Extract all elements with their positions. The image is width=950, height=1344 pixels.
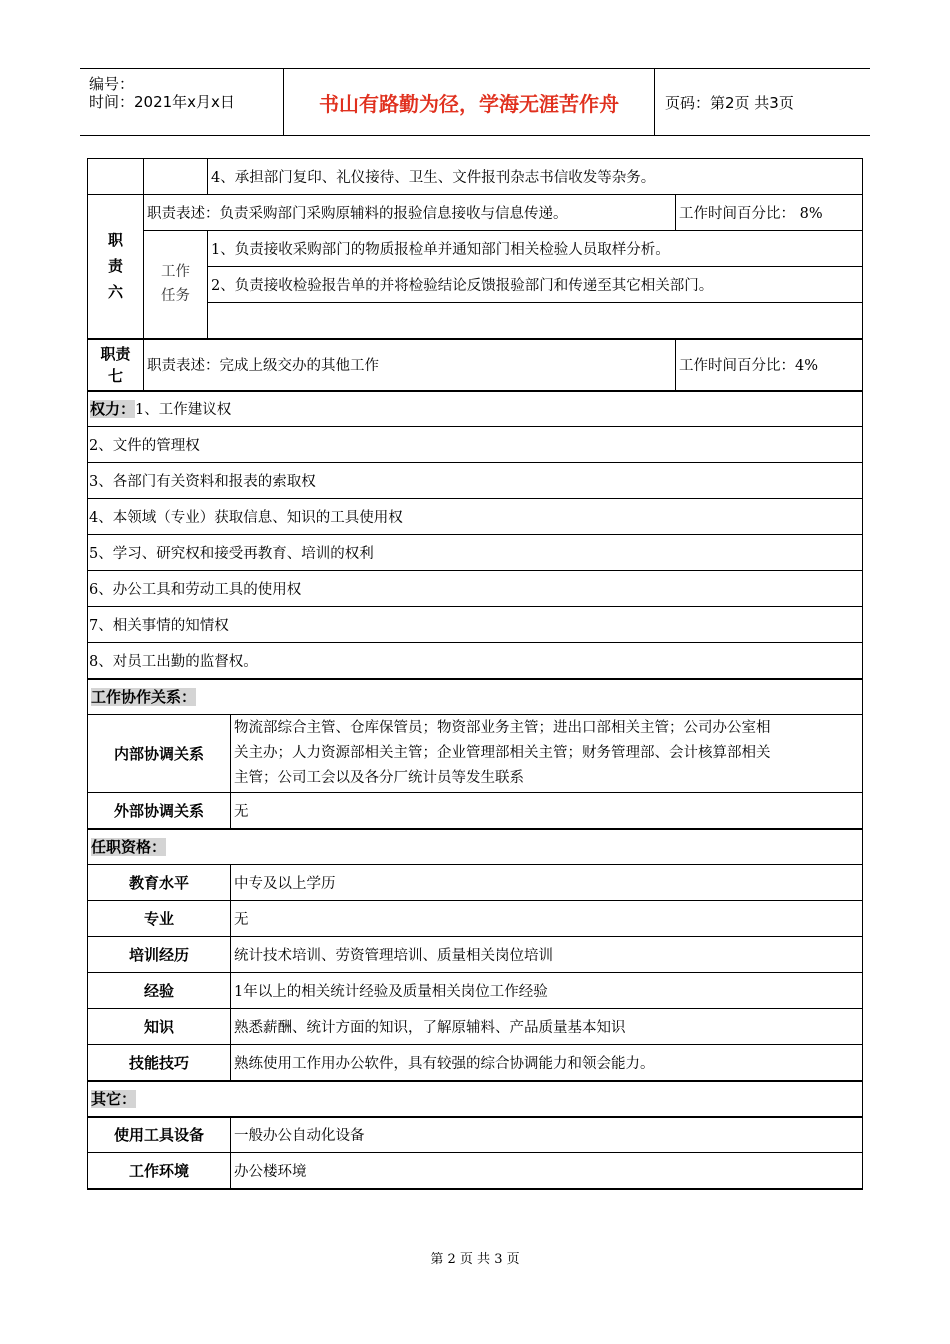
qualification-label: 教育水平 (88, 865, 231, 901)
other-value: 办公楼环境 (231, 1153, 863, 1189)
time-percentage: 工作时间百分比： 8% (676, 195, 863, 231)
page-header (80, 68, 870, 136)
table-row (88, 499, 863, 535)
task-label: 工作 任务 (144, 231, 208, 339)
rights-item: 6、办公工具和劳动工具的使用权 (88, 571, 863, 607)
external-coordination-label: 外部协调关系 (88, 793, 231, 829)
table-row (88, 1153, 863, 1189)
internal-coordination-label: 内部协调关系 (88, 715, 231, 793)
table-row (88, 391, 863, 427)
table-row (88, 679, 863, 715)
rights-item: 8、对员工出勤的监督权。 (88, 643, 863, 679)
empty-cell (144, 159, 208, 195)
other-label: 使用工具设备 (88, 1117, 231, 1153)
table-row (88, 829, 863, 865)
other-label: 工作环境 (88, 1153, 231, 1189)
others-title-cell (88, 1081, 863, 1117)
page-footer: 第 2 页 共 3 页 (430, 1252, 520, 1267)
qualification-value: 熟悉薪酬、统计方面的知识，了解原辅料、产品质量基本知识 (231, 1009, 863, 1045)
table-row (88, 793, 863, 829)
time-percentage: 工作时间百分比：4% (676, 339, 863, 391)
qualification-value: 熟练使用工作用办公软件，具有较强的综合协调能力和领会能力。 (231, 1045, 863, 1081)
job-description-table (87, 158, 863, 1190)
cooperation-title-cell (88, 679, 863, 715)
document-date-label: 时间：2021年x月x日 (89, 93, 235, 111)
table-row (88, 1117, 863, 1153)
table-row (88, 937, 863, 973)
table-row (88, 865, 863, 901)
rights-item: 4、本领域（专业）获取信息、知识的工具使用权 (88, 499, 863, 535)
table-row (88, 463, 863, 499)
external-coordination-value: 无 (231, 793, 863, 829)
task-text: 1、负责接收采购部门的物质报检单并通知部门相关检验人员取样分析。 (208, 231, 863, 267)
document-number-label: 编号： (89, 75, 135, 93)
table-row (88, 535, 863, 571)
qualification-label: 技能技巧 (88, 1045, 231, 1081)
qualification-value: 统计技术培训、劳资管理培训、质量相关岗位培训 (231, 937, 863, 973)
header-page-label: 页码：第2页 共3页 (665, 93, 794, 112)
table-row (88, 973, 863, 1009)
qualifications-title: 任职资格： (91, 838, 167, 857)
internal-coordination-value: 物流部综合主管、仓库保管员；物资部业务主管；进出口部相关主管；公司办公室相 关主办；人力资源部相关主管；企业管理部相关主管；财务管理部、会计核算部相关 主管；公司工会以及各分厂统计员等发生联系 (231, 715, 863, 793)
duty-six-label: 职 责 六 (88, 195, 144, 339)
empty-cell (208, 303, 863, 339)
qualification-value: 无 (231, 901, 863, 937)
cooperation-title: 工作协作关系： (91, 688, 197, 707)
duty-description: 职责表述：负责采购部门采购原辅料的报验信息接收与信息传递。 (144, 195, 676, 231)
duty-description: 职责表述：完成上级交办的其他工作 (144, 339, 676, 391)
table-row (88, 159, 863, 195)
other-value: 一般办公自动化设备 (231, 1117, 863, 1153)
duty-seven-label: 职责 七 (88, 339, 144, 391)
table-row (88, 195, 863, 231)
task-text: 2、负责接收检验报告单的并将检验结论反馈报验部门和传递至其它相关部门。 (208, 267, 863, 303)
header-motto: 书山有路勤为径，学海无涯苦作舟 (284, 69, 655, 135)
qualification-label: 培训经历 (88, 937, 231, 973)
header-meta-cell (80, 69, 284, 135)
table-row (88, 231, 863, 267)
table-row (88, 643, 863, 679)
qualification-label: 专业 (88, 901, 231, 937)
rights-first-row (88, 391, 863, 427)
table-row (88, 1045, 863, 1081)
qualification-label: 知识 (88, 1009, 231, 1045)
qualifications-title-cell (88, 829, 863, 865)
rights-item: 3、各部门有关资料和报表的索取权 (88, 463, 863, 499)
qualification-value: 1年以上的相关统计经验及质量相关岗位工作经验 (231, 973, 863, 1009)
table-row (88, 571, 863, 607)
rights-title: 权力： (90, 400, 136, 419)
qualification-value: 中专及以上学历 (231, 865, 863, 901)
table-row (88, 1009, 863, 1045)
qualification-label: 经验 (88, 973, 231, 1009)
table-row (88, 901, 863, 937)
task-text: 4、承担部门复印、礼仪接待、卫生、文件报刊杂志书信收发等杂务。 (208, 159, 863, 195)
empty-cell (88, 159, 144, 195)
rights-item: 5、学习、研究权和接受再教育、培训的权利 (88, 535, 863, 571)
table-row (88, 339, 863, 391)
rights-item: 2、文件的管理权 (88, 427, 863, 463)
table-row (88, 1081, 863, 1117)
others-title: 其它： (91, 1090, 137, 1108)
rights-item: 1、工作建议权 (135, 402, 232, 419)
table-row (88, 607, 863, 643)
table-row (88, 715, 863, 793)
table-row (88, 427, 863, 463)
rights-item: 7、相关事情的知情权 (88, 607, 863, 643)
